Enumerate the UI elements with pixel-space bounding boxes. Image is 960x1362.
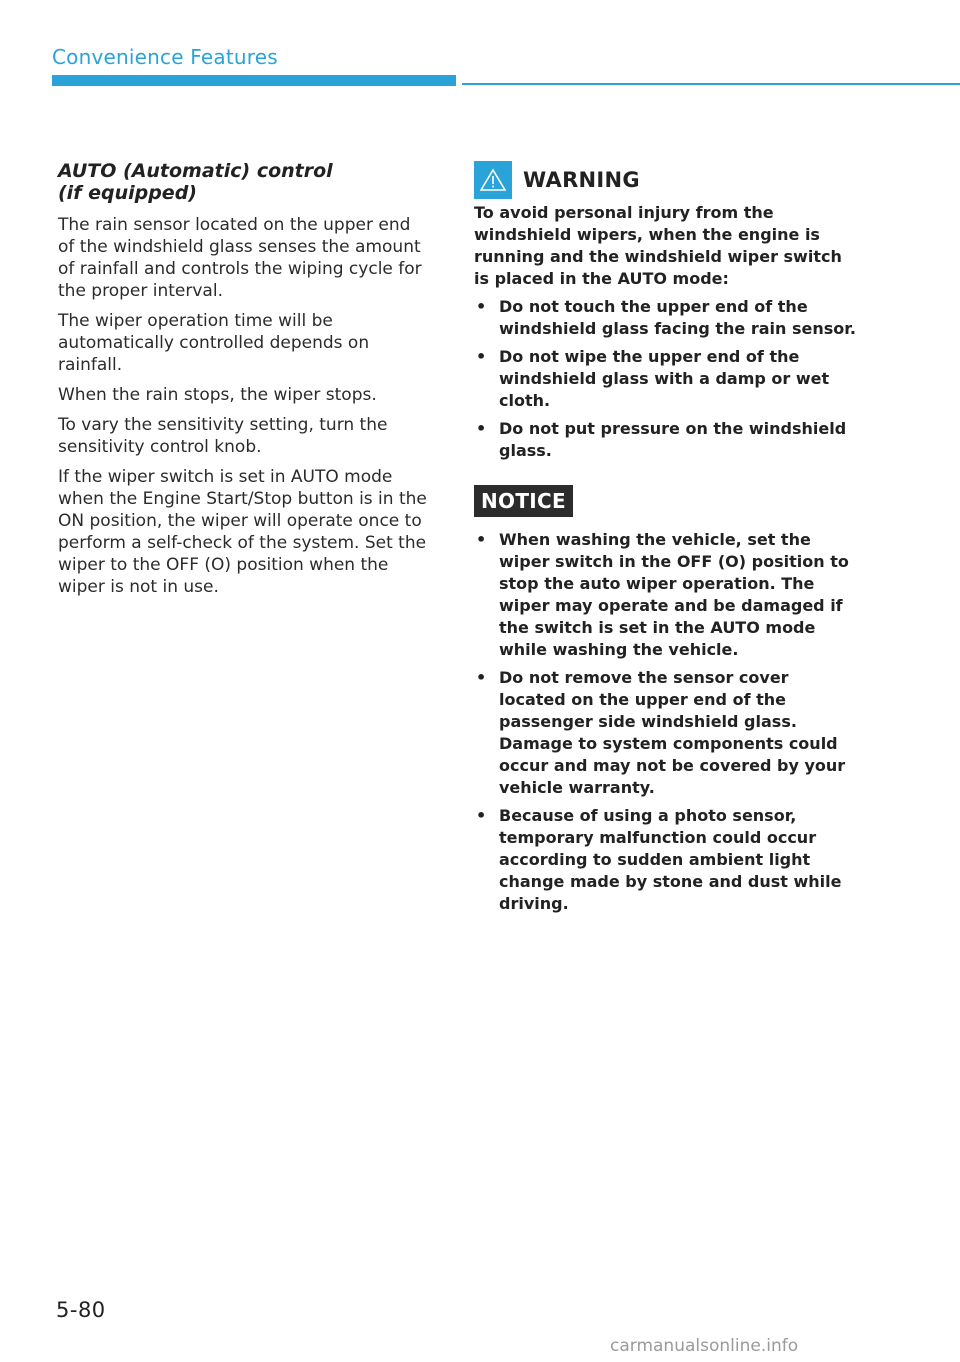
header-rule [462, 83, 960, 85]
section-heading-line2: (if equipped) [58, 182, 197, 204]
section-heading-line1: AUTO (Automatic) control [58, 160, 333, 182]
warning-item: • Do not touch the upper end of the windshield glass facing the rain sensor. [474, 296, 856, 340]
notice-badge: NOTICE [474, 485, 573, 517]
warning-triangle-icon [474, 161, 512, 199]
body-paragraph: The rain sensor located on the upper end of the windshield glass senses the amount of rainfall and controls the wiping cycle for the proper interval. [58, 215, 422, 301]
body-paragraph: The wiper operation time will be automatically controlled depends on rainfall. [58, 311, 370, 375]
body-paragraph: To vary the sensitivity setting, turn the sensitivity control knob. [58, 415, 388, 457]
notice-item: • When washing the vehicle, set the wiper switch in the OFF (O) position to stop the auto wiper operation. The wiper may operate and be damaged if the switch is set in the AUTO mode while washing the vehicle. [474, 529, 856, 661]
warning-label: WARNING [523, 168, 640, 192]
body-paragraph: When the rain stops, the wiper stops. [58, 385, 377, 405]
warning-header [474, 160, 856, 200]
warning-item: • Do not put pressure on the windshield glass. [474, 418, 856, 462]
section-header-title: Convenience Features [52, 45, 278, 69]
notice-item: • Because of using a photo sensor, temporary malfunction could occur according to sudden ambient light change made by stone and dust while driving. [474, 805, 856, 915]
right-column [474, 160, 856, 921]
body-paragraph: If the wiper switch is set in AUTO mode when the Engine Start/Stop button is in the ON position, the wiper will operate once to perform a self-check of the system. Set the wiper to the OFF (O) position when the wiper is not in use. [58, 467, 427, 597]
warning-list [474, 296, 856, 462]
notice-list [474, 529, 856, 915]
warning-item: • Do not wipe the upper end of the windshield glass with a damp or wet cloth. [474, 346, 856, 412]
section-heading [58, 160, 428, 204]
warning-intro: To avoid personal injury from the windshield wipers, when the engine is running and the windshield wiper switch is placed in the AUTO mode: [474, 203, 842, 288]
left-column [58, 160, 428, 606]
page-number: 5-80 [56, 1298, 106, 1322]
watermark-text: carmanualsonline.info [610, 1336, 799, 1356]
notice-item: • Do not remove the sensor cover located on the upper end of the passenger side windshield glass. Damage to system components could occur and may not be covered by your vehicle warranty. [474, 667, 856, 799]
header-accent-bar [52, 75, 456, 86]
